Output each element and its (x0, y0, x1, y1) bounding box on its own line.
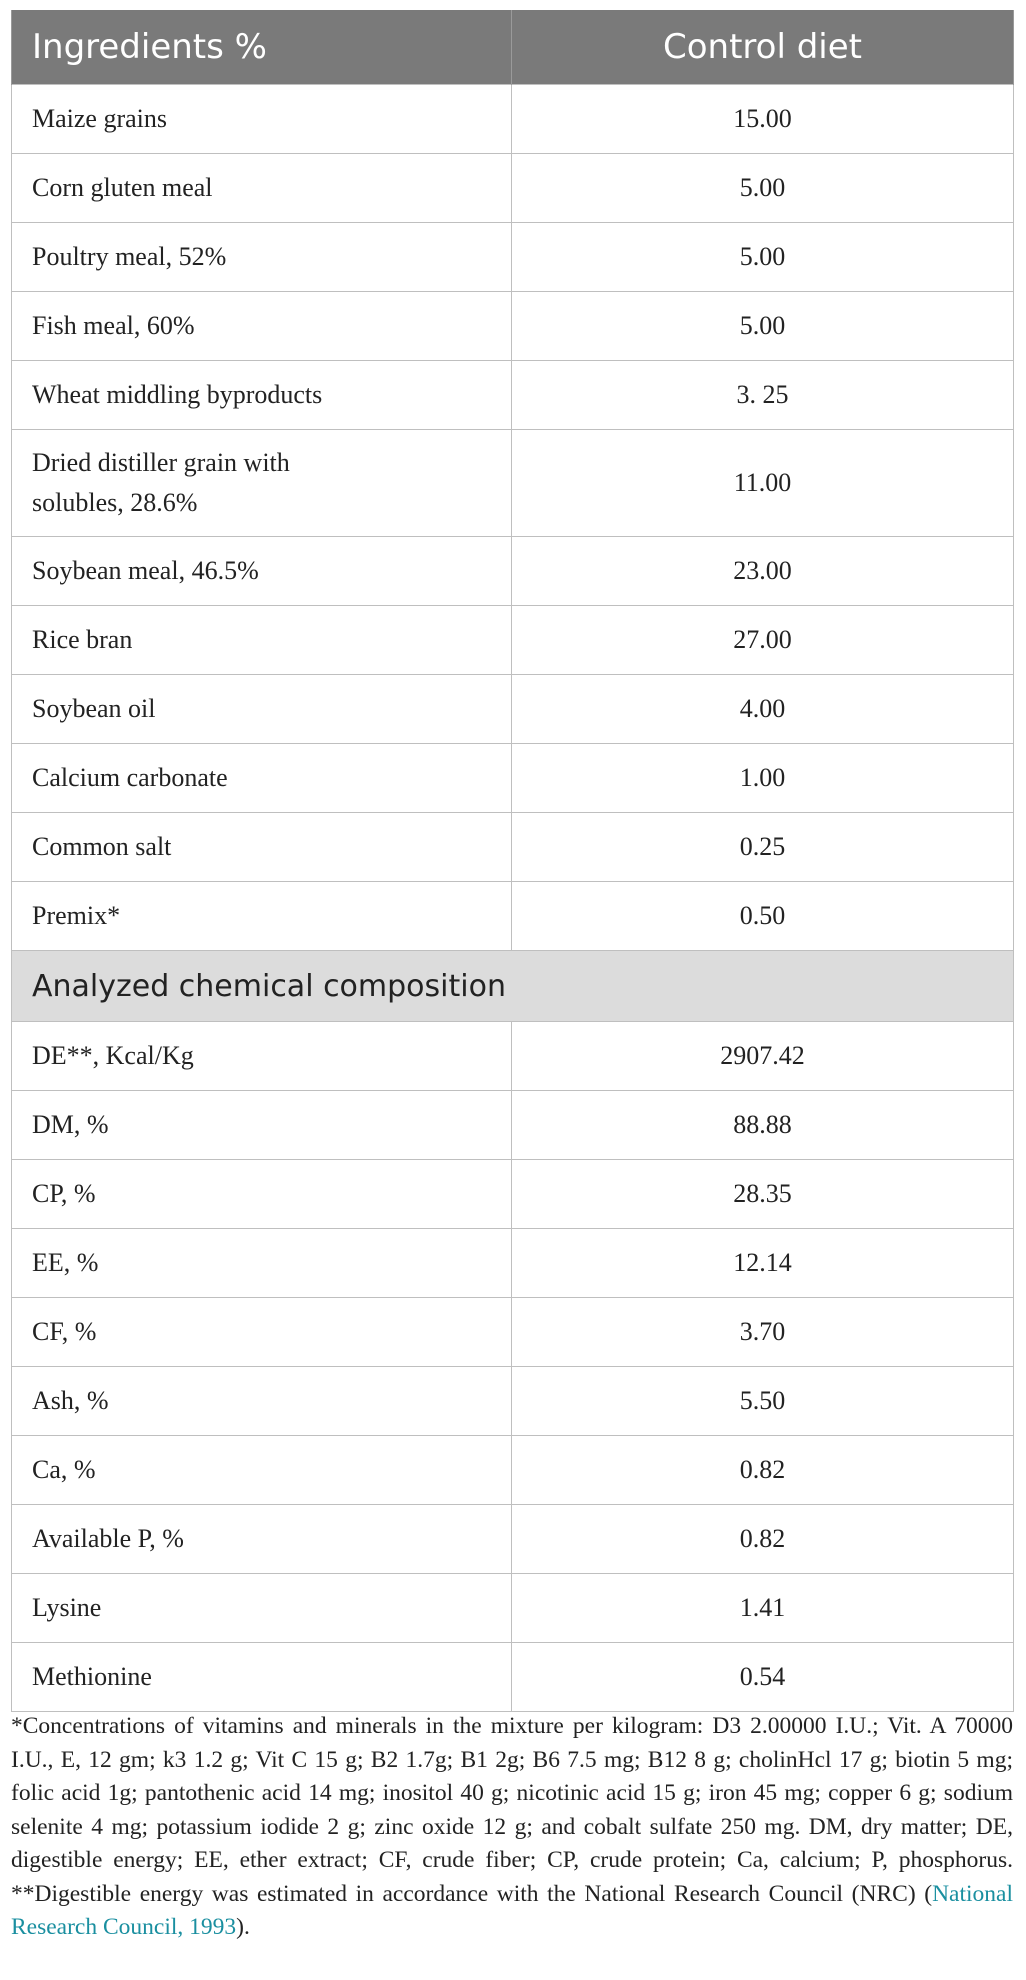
composition-name: Ash, % (12, 1367, 512, 1436)
ingredient-value: 5.00 (512, 154, 1014, 223)
composition-value: 3.70 (512, 1298, 1014, 1367)
composition-value: 5.50 (512, 1367, 1014, 1436)
composition-name: EE, % (12, 1229, 512, 1298)
ingredient-name: Fish meal, 60% (12, 292, 512, 361)
table-row (12, 606, 1014, 675)
composition-name: DE**, Kcal/Kg (12, 1022, 512, 1091)
composition-name: Ca, % (12, 1436, 512, 1505)
ingredient-value: 4.00 (512, 675, 1014, 744)
ingredient-name: Soybean oil (12, 675, 512, 744)
table-row (12, 1436, 1014, 1505)
ingredient-value: 15.00 (512, 85, 1014, 154)
table-row (12, 154, 1014, 223)
ingredient-value: 23.00 (512, 537, 1014, 606)
table-row (12, 1298, 1014, 1367)
ingredient-value: 5.00 (512, 223, 1014, 292)
ingredient-name: Poultry meal, 52% (12, 223, 512, 292)
nrc-reference-link[interactable]: National Research Council, 1993 (11, 1880, 1013, 1940)
table-row (12, 882, 1014, 951)
composition-name: CF, % (12, 1298, 512, 1367)
ingredient-value: 27.00 (512, 606, 1014, 675)
ingredient-name: Calcium carbonate (12, 744, 512, 813)
table-row (12, 1367, 1014, 1436)
ingredient-name: Rice bran (12, 606, 512, 675)
diet-composition-table-container (11, 10, 1013, 1712)
section-title: Analyzed chemical composition (12, 951, 1014, 1022)
footnote-suffix: ). (236, 1914, 250, 1940)
composition-value: 88.88 (512, 1091, 1014, 1160)
ingredient-value: 1.00 (512, 744, 1014, 813)
footnote-text: *Concentrations of vitamins and minerals in the mixture per kilogram: D3 2.00000 I.U.; Vit. A 70000 I.U., E, 12 gm; k3 1.2 g; Vit C 15 g; B2 1.7g; B1 2g; B6 7.5 mg; B12 8 g; cholinHcl 17 g; biotin 5 mg; folic acid 1g; pantothenic acid 14 mg; inositol 40 g; nicotinic acid 15 g; iron 45 mg; copper 6 g; sodium selenite 4 mg; potassium iodide 2 g; zinc oxide 12 g; and cobalt sulfate 250 mg. DM, dry matter; DE, digestible energy; EE, ether extract; CF, crude fiber; CP, crude protein; Ca, calcium; P, phosphorus. **Digestible energy was estimated in accordance with the National Research Council (NRC) ( (11, 1713, 1013, 1907)
composition-name: CP, % (12, 1160, 512, 1229)
ingredient-name: Premix* (12, 882, 512, 951)
composition-name: Lysine (12, 1574, 512, 1643)
ingredient-name-line2: solubles, 28.6% (32, 488, 198, 517)
table-row (12, 1160, 1014, 1229)
composition-value: 2907.42 (512, 1022, 1014, 1091)
table-row (12, 85, 1014, 154)
ingredient-value: 0.50 (512, 882, 1014, 951)
table-row (12, 223, 1014, 292)
table-row (12, 1229, 1014, 1298)
composition-value: 1.41 (512, 1574, 1014, 1643)
ingredient-name: Wheat middling byproducts (12, 361, 512, 430)
table-row (12, 361, 1014, 430)
ingredient-value: 11.00 (512, 430, 1014, 537)
composition-value: 12.14 (512, 1229, 1014, 1298)
composition-name: Available P, % (12, 1505, 512, 1574)
composition-name: DM, % (12, 1091, 512, 1160)
composition-value: 0.82 (512, 1505, 1014, 1574)
table-row (12, 1022, 1014, 1091)
table-row (12, 675, 1014, 744)
table-row (12, 1643, 1014, 1712)
composition-name: Methionine (12, 1643, 512, 1712)
section-header-row (12, 951, 1014, 1022)
ingredient-value: 0.25 (512, 813, 1014, 882)
composition-value: 0.82 (512, 1436, 1014, 1505)
table-row (12, 813, 1014, 882)
table-header-row (12, 10, 1014, 85)
ingredient-value: 5.00 (512, 292, 1014, 361)
diet-composition-table (11, 10, 1014, 1712)
ingredient-name: Common salt (12, 813, 512, 882)
table-row (12, 430, 1014, 537)
header-ingredients: Ingredients % (12, 10, 512, 85)
ingredient-name: Maize grains (12, 85, 512, 154)
composition-value: 28.35 (512, 1160, 1014, 1229)
table-row (12, 1505, 1014, 1574)
ingredient-name (12, 430, 512, 537)
ingredient-name: Soybean meal, 46.5% (12, 537, 512, 606)
table-row (12, 1574, 1014, 1643)
table-row (12, 292, 1014, 361)
table-row (12, 537, 1014, 606)
table-footnote (11, 1710, 1013, 1945)
ingredient-value: 3. 25 (512, 361, 1014, 430)
composition-value: 0.54 (512, 1643, 1014, 1712)
header-control-diet: Control diet (512, 10, 1014, 85)
ingredient-name: Corn gluten meal (12, 154, 512, 223)
table-row (12, 744, 1014, 813)
ingredient-name-line1: Dried distiller grain with (32, 448, 290, 477)
table-row (12, 1091, 1014, 1160)
